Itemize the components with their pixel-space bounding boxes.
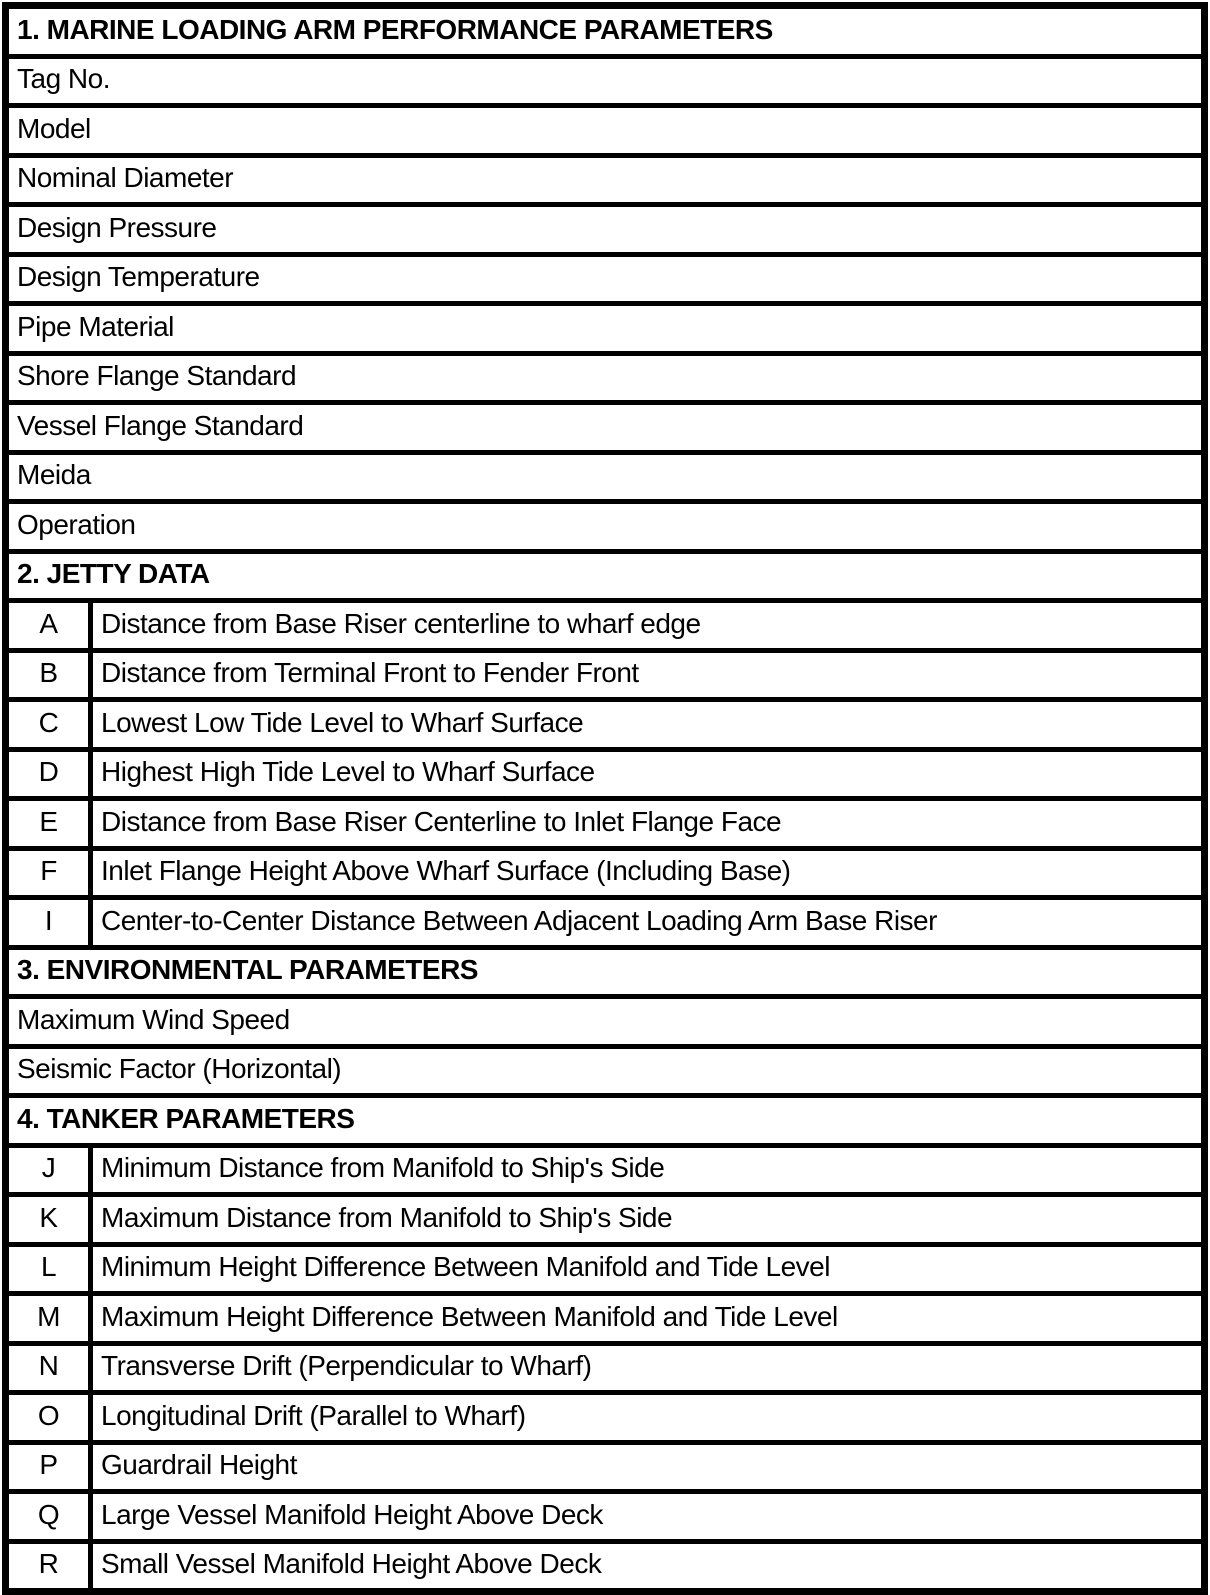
parameter-label: Longitudinal Drift (Parallel to Wharf) <box>91 1393 1205 1443</box>
section-4-header-row <box>6 1096 1205 1146</box>
parameter-label: Vessel Flange Standard <box>6 403 1205 453</box>
parameter-row <box>6 304 1205 354</box>
parameter-label: Seismic Factor (Horizontal) <box>6 1046 1205 1096</box>
parameter-row <box>6 1294 1205 1344</box>
parameter-row <box>6 1492 1205 1542</box>
parameter-row <box>6 502 1205 552</box>
row-key: J <box>6 1145 91 1195</box>
row-key: A <box>6 601 91 651</box>
section-3-header-row <box>6 947 1205 997</box>
parameter-label: Operation <box>6 502 1205 552</box>
row-key: I <box>6 898 91 948</box>
parameter-row <box>6 799 1205 849</box>
parameter-row <box>6 997 1205 1047</box>
parameter-label: Pipe Material <box>6 304 1205 354</box>
parameter-row <box>6 452 1205 502</box>
row-key: E <box>6 799 91 849</box>
parameter-row <box>6 106 1205 156</box>
parameter-label: Small Vessel Manifold Height Above Deck <box>91 1541 1205 1592</box>
parameter-label: Meida <box>6 452 1205 502</box>
parameter-label: Model <box>6 106 1205 156</box>
parameter-row <box>6 56 1205 106</box>
parameter-row <box>6 403 1205 453</box>
parameter-label: Design Pressure <box>6 205 1205 255</box>
parameter-label: Distance from Terminal Front to Fender Front <box>91 650 1205 700</box>
parameter-row <box>6 1145 1205 1195</box>
parameters-table <box>2 2 1208 1595</box>
parameter-row <box>6 205 1205 255</box>
parameter-row <box>6 1541 1205 1592</box>
row-key: Q <box>6 1492 91 1542</box>
parameter-row <box>6 898 1205 948</box>
parameter-row <box>6 650 1205 700</box>
row-key: F <box>6 848 91 898</box>
parameter-label: Inlet Flange Height Above Wharf Surface (Including Base) <box>91 848 1205 898</box>
section-3-title: 3. ENVIRONMENTAL PARAMETERS <box>6 947 1205 997</box>
parameter-label: Highest High Tide Level to Wharf Surface <box>91 749 1205 799</box>
parameter-row <box>6 1195 1205 1245</box>
section-4-title: 4. TANKER PARAMETERS <box>6 1096 1205 1146</box>
section-1-header-row <box>6 6 1205 57</box>
parameter-label: Minimum Height Difference Between Manifold and Tide Level <box>91 1244 1205 1294</box>
parameter-row <box>6 700 1205 750</box>
section-1-title: 1. MARINE LOADING ARM PERFORMANCE PARAMETERS <box>6 6 1205 57</box>
parameter-row <box>6 1343 1205 1393</box>
parameter-label: Distance from Base Riser Centerline to Inlet Flange Face <box>91 799 1205 849</box>
parameter-row <box>6 1393 1205 1443</box>
row-key: C <box>6 700 91 750</box>
parameter-label: Design Temperature <box>6 254 1205 304</box>
parameter-label: Guardrail Height <box>91 1442 1205 1492</box>
parameter-row <box>6 353 1205 403</box>
row-key: D <box>6 749 91 799</box>
row-key: M <box>6 1294 91 1344</box>
parameter-label: Shore Flange Standard <box>6 353 1205 403</box>
section-2-header-row <box>6 551 1205 601</box>
parameter-row <box>6 749 1205 799</box>
parameter-label: Transverse Drift (Perpendicular to Wharf) <box>91 1343 1205 1393</box>
parameter-label: Center-to-Center Distance Between Adjacent Loading Arm Base Riser <box>91 898 1205 948</box>
parameter-label: Nominal Diameter <box>6 155 1205 205</box>
parameter-label: Distance from Base Riser centerline to wharf edge <box>91 601 1205 651</box>
row-key: N <box>6 1343 91 1393</box>
parameter-row <box>6 601 1205 651</box>
row-key: K <box>6 1195 91 1245</box>
parameter-row <box>6 1442 1205 1492</box>
row-key: P <box>6 1442 91 1492</box>
parameter-label: Maximum Distance from Manifold to Ship's Side <box>91 1195 1205 1245</box>
row-key: R <box>6 1541 91 1592</box>
parameter-row <box>6 155 1205 205</box>
row-key: L <box>6 1244 91 1294</box>
parameter-row <box>6 254 1205 304</box>
row-key: O <box>6 1393 91 1443</box>
parameter-label: Minimum Distance from Manifold to Ship's Side <box>91 1145 1205 1195</box>
parameter-row <box>6 1046 1205 1096</box>
parameter-row <box>6 848 1205 898</box>
parameter-label: Maximum Wind Speed <box>6 997 1205 1047</box>
parameter-label: Maximum Height Difference Between Manifold and Tide Level <box>91 1294 1205 1344</box>
parameter-label: Tag No. <box>6 56 1205 106</box>
parameter-label: Lowest Low Tide Level to Wharf Surface <box>91 700 1205 750</box>
parameter-row <box>6 1244 1205 1294</box>
parameter-label: Large Vessel Manifold Height Above Deck <box>91 1492 1205 1542</box>
row-key: B <box>6 650 91 700</box>
section-2-title: 2. JETTY DATA <box>6 551 1205 601</box>
